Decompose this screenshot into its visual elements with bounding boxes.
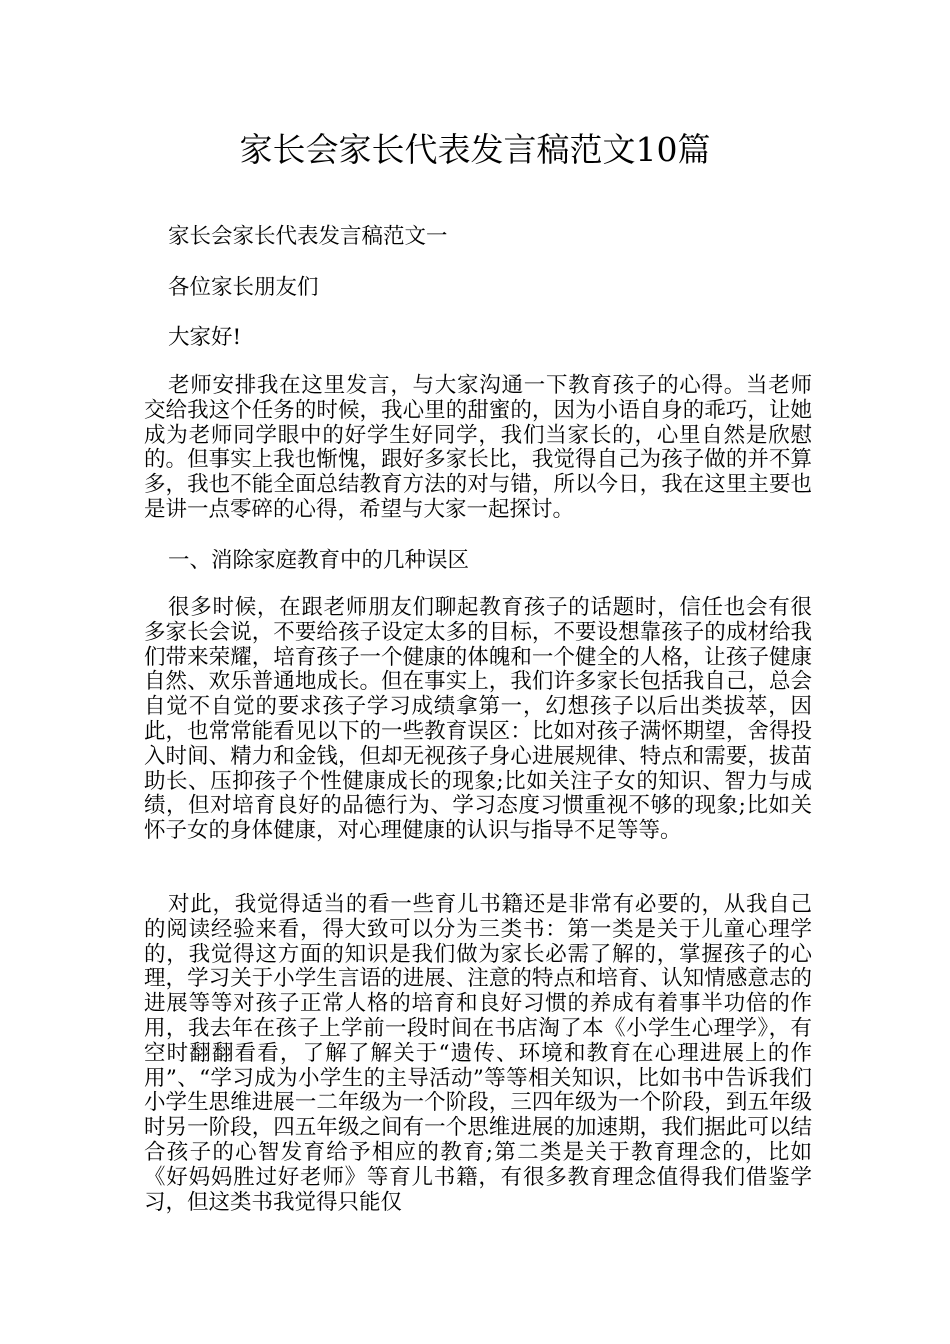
paragraph-3: 对此，我觉得适当的看一些育儿书籍还是非常有必要的，从我自己的阅读经验来看，得大致可以分为三类书：第一类是关于儿童心理学的，我觉得这方面的知识是我们做为家长必需了解的，掌握孩子的心理，学习关于小学生言语的进展、注意的特点和培育、认知情感意志的进展等等对孩子正常人格的培育和良好习惯的养成有着事半功倍的作用，我去年在孩子上学前一段时间在书店淘了本《小学生心理学》，有空时翻翻看看，了解了解关于“遗传、环境和教育在心理进展上的作用”、“学习成为小学生的主导活动”等等相关知识，比如书中告诉我们小学生思维进展一二年级为一个阶段，三四年级为一个阶段，到五年级时另一阶段，四五年级之间有一个思维进展的加速期，我们据此可以结合孩子的心智发育给予相应的教育;第二类是关于教育理念的，比如《好妈妈胜过好老师》等育儿书籍，有很多教育理念值得我们借鉴学习，但这类书我觉得只能仅 — [144, 892, 812, 1215]
greeting-line-1: 各位家长朋友们 — [168, 275, 319, 300]
document-subtitle: 家长会家长代表发言稿范文一 — [168, 224, 448, 249]
document-title: 家长会家长代表发言稿范文10篇 — [239, 130, 711, 169]
greeting-line-2: 大家好! — [168, 325, 242, 350]
paragraph-1: 老师安排我在这里发言，与大家沟通一下教育孩子的心得。当老师交给我这个任务的时候，我心里的甜蜜的，因为小语自身的乖巧，让她成为老师同学眼中的好学生好同学，我们当家长的，心里自然是欣慰的。但事实上我也惭愧，跟好多家长比，我觉得自己为孩子做的并不算多，我也不能全面总结教育方法的对与错，所以今日，我在这里主要也是讲一点零碎的心得，希望与大家一起探讨。 — [144, 373, 812, 522]
section-heading-1: 一、消除家庭教育中的几种误区 — [168, 548, 470, 573]
paragraph-2: 很多时候，在跟老师朋友们聊起教育孩子的话题时，信任也会有很多家长会说，不要给孩子设定太多的目标，不要设想靠孩子的成材给我们带来荣耀，培育孩子一个健康的体魄和一个健全的人格，让孩子健康自然、欢乐普通地成长。但在事实上，我们许多家长包括我自己，总会自觉不自觉的要求孩子学习成绩拿第一，幻想孩子以后出类拔萃，因此，也常常能看见以下的一些教育误区：比如对孩子满怀期望，舍得投入时间、精力和金钱，但却无视孩子身心进展规律、特点和需要，拔苗助长、压抑孩子个性健康成长的现象;比如关注子女的知识、智力与成绩，但对培育良好的品德行为、学习态度习惯重视不够的现象;比如关怀子女的身体健康，对心理健康的认识与指导不足等等。 — [144, 595, 812, 844]
